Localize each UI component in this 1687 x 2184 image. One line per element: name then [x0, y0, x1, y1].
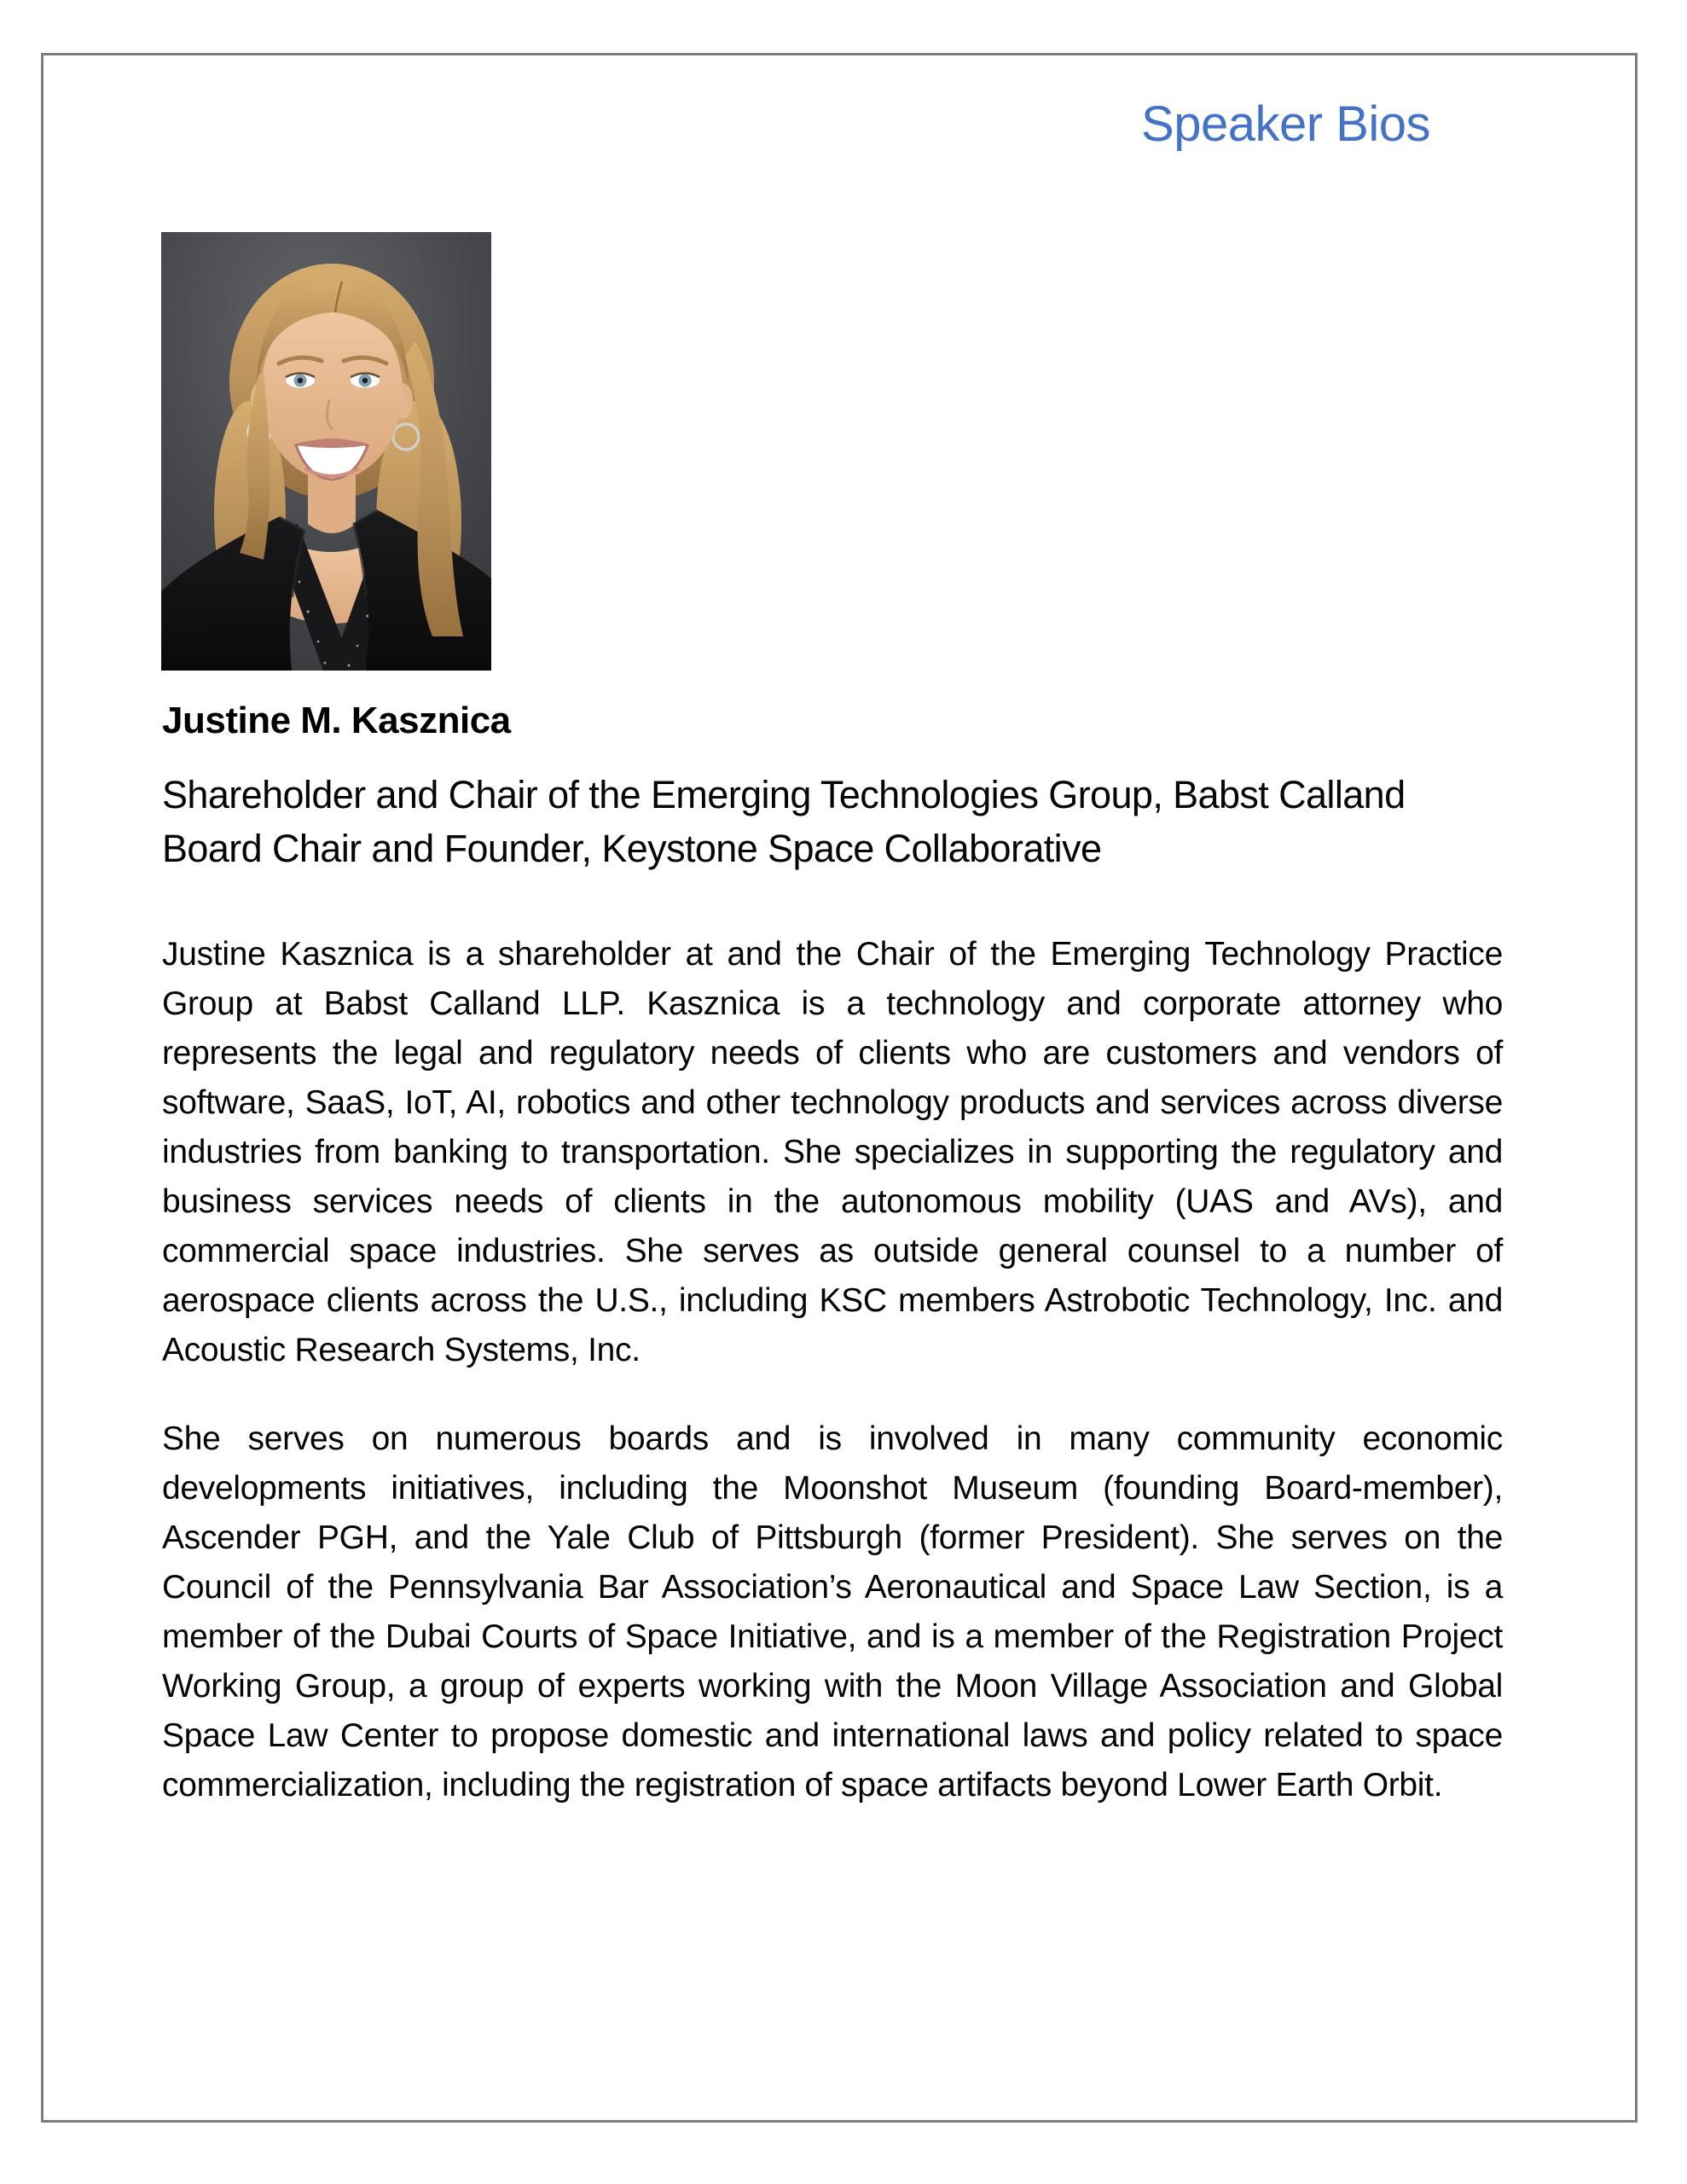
speaker-role-2: Board Chair and Founder, Keystone Space Collaborative: [162, 827, 1102, 870]
portrait-photo-graphic: [161, 232, 491, 671]
speaker-roles: [162, 768, 1406, 875]
speaker-photo: [161, 232, 491, 671]
page-title: Speaker Bios: [1141, 96, 1430, 152]
bio-paragraph-2: She serves on numerous boards and is involved in many community economic developments initiatives, including the Moonshot Museum (founding Board-member), Ascender PGH, and the Yale Club of Pittsburgh (former President). She serves on the Council of the Pennsylvania Bar Association’s Aeronautical and Space Law Section, is a member of the Dubai Courts of Space Initiative, and is a member of the Registration Project Working Group, a group of experts working with the Moon Village Association and Global Space Law Center to propose domestic and international laws and policy related to space commercialization, including the registration of space artifacts beyond Lower Earth Orbit.: [162, 1420, 1503, 1804]
speaker-role-1: Shareholder and Chair of the Emerging Technologies Group, Babst Calland: [162, 773, 1406, 816]
bio-paragraph-1: Justine Kasznica is a shareholder at and the Chair of the Emerging Technology Practice Group at Babst Calland LLP. Kasznica is a technology and corporate attorney who represents the legal and regulatory needs of clients who are customers and vendors of software, SaaS, IoT, AI, robotics and other technology products and services across diverse industries from banking to transportation. She specializes in supporting the regulatory and business services needs of clients in the autonomous mobility (UAS and AVs), and commercial space industries. She serves as outside general counsel to a number of aerospace clients across the U.S., including KSC members Astrobotic Technology, Inc. and Acoustic Research Systems, Inc.: [162, 936, 1503, 1368]
speaker-name: Justine M. Kasznica: [162, 700, 511, 741]
speaker-bio: [162, 930, 1503, 1850]
